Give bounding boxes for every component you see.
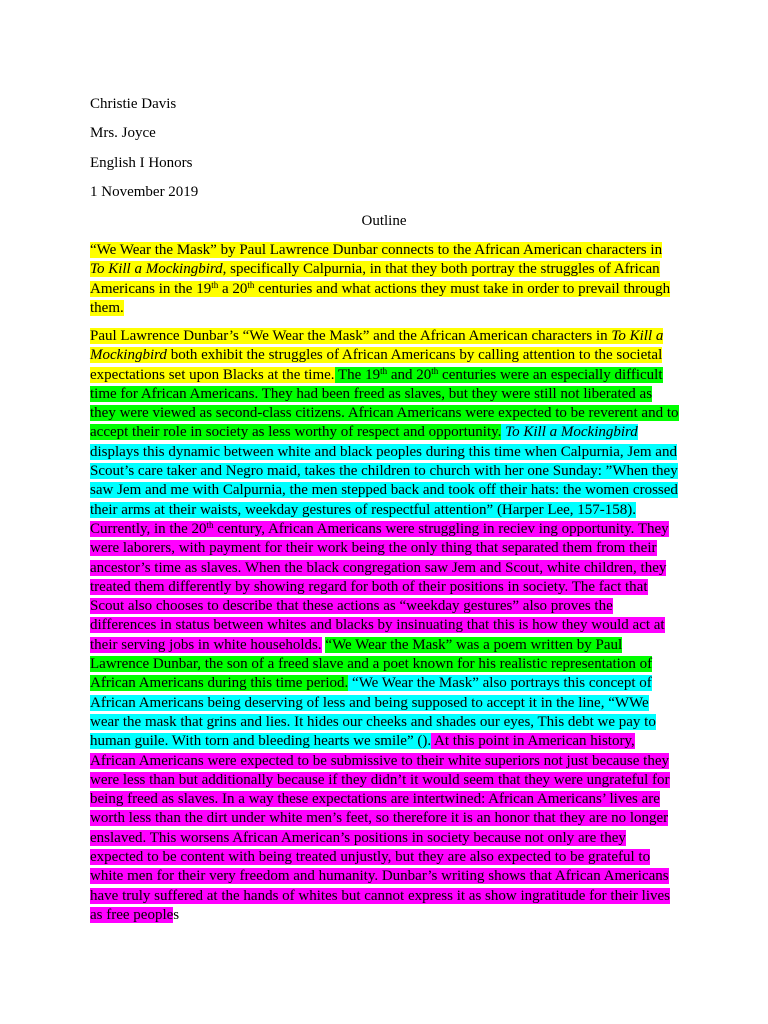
trailing-text: s (173, 906, 180, 923)
context-2-highlight: “We Wear the Mask” was a poem written by Paul Lawrence Dunbar, the son of a freed slave and a poet known for his realistic representation of African Americans during this time period. (90, 636, 653, 692)
analysis-1-text-a: Currently, in the 20 (90, 520, 207, 537)
analysis-2-highlight: At this point in American history, African Americans were expected to be submissive to their white superiors not just because they were less than but additionally because if they didn’t it would seem that they were ungrateful for being freed as slaves. In a way these expectations are intertwined: African Americans’ lives are worth less than the dirt under white men’s feet, so therefore it is an honor that they are no longer enslaved. This worsens African American’s positions in society because not only are they expected to be content with being treated unjustly, but they are also expected to be grateful to white men for their very freedom and humanity. Dunbar’s writing shows that African Americans have truly suffered at the hands of whites but cannot express it as show ingratitude for their lives as free people (90, 733, 670, 923)
thesis-text-b: , specifically Calpurnia, in that they both portray the struggles of African Americans in the 19 (90, 261, 660, 297)
document-title: Outline (361, 213, 407, 229)
context-sup-1: th (380, 365, 388, 376)
analysis-1-text-b: century, African Americans were struggling in reciev ing opportunity. They were laborers, with payment for their work being the only thing that separated them from their ancestor’s time as slaves. When the black congregation saw Jem and Scout, white children, they treated them differently by showing regard for both of their positions in society. The fact that Scout also chooses to describe that these actions as “weekday gestures” also proves the differences in status between whites and blacks by insinuating that this is how they would act at their serving jobs in white households. (90, 520, 669, 653)
context-text-c: centuries were an especially difficult time for African Americans. They had been freed as slaves, but they were still not liberated as they were viewed as second-class citizens. African Americans were expected to be reverent and to accept their role in society as less worthy of respect and opportunity. (90, 366, 679, 441)
evidence-2-highlight: “We Wear the Mask” also portrays this concept of African Americans being deserving of less and being supposed to accept it in the line, “WWe wear the mask that grins and lies. It hides our cheeks and shades our eyes, This debt we pay to human guile. With torn and bleeding hearts we smile” (). (90, 675, 656, 750)
thesis-paragraph (90, 241, 680, 318)
analysis-1-sup: th (206, 519, 214, 530)
body-paragraph (90, 327, 680, 925)
evidence-text: displays this dynamic between white and black peoples during this time when Calpurnia, Jem and Scout’s care taker and Negro maid, takes the children to church with her one Sunday: ”When they saw Jem and me with Calpurnia, the men stepped back and took off their hats: the women crossed their arms at their waists, weekday gestures of respectful attention” (Harper Lee, 157-158). (90, 443, 678, 518)
thesis-text-a: “We Wear the Mask” by Paul Lawrence Dunbar connects to the African American characters in (90, 242, 663, 258)
thesis-highlight (90, 242, 670, 316)
thesis-sup-2: th (247, 279, 255, 290)
thesis-book-title: To Kill a Mockingbird (90, 261, 223, 278)
thesis-text-d: centuries and what actions they must take in order to prevail through them. (90, 280, 671, 316)
context-text-a: The 19 (334, 366, 381, 383)
context-text-b: and 20 (387, 366, 432, 383)
course-name: English I Honors (90, 155, 193, 171)
thesis-sup-1: th (211, 279, 219, 290)
context-sup-2: th (431, 365, 439, 376)
topic-book-title: To Kill a Mockingbird (90, 328, 664, 364)
topic-text-a: Paul Lawrence Dunbar’s “We Wear the Mask” and the African American characters in (90, 328, 612, 344)
thesis-text-c: a 20 (218, 280, 248, 297)
teacher-name: Mrs. Joyce (90, 125, 156, 141)
analysis-1-highlight (90, 521, 669, 653)
topic-text-b: both exhibit the struggles of African Americans by calling attention to the societal expectations set upon Blacks at the time. (90, 347, 663, 383)
evidence-book-title: To Kill a Mockingbird (501, 424, 638, 441)
author-name: Christie Davis (90, 96, 177, 112)
document-date: 1 November 2019 (90, 184, 199, 200)
